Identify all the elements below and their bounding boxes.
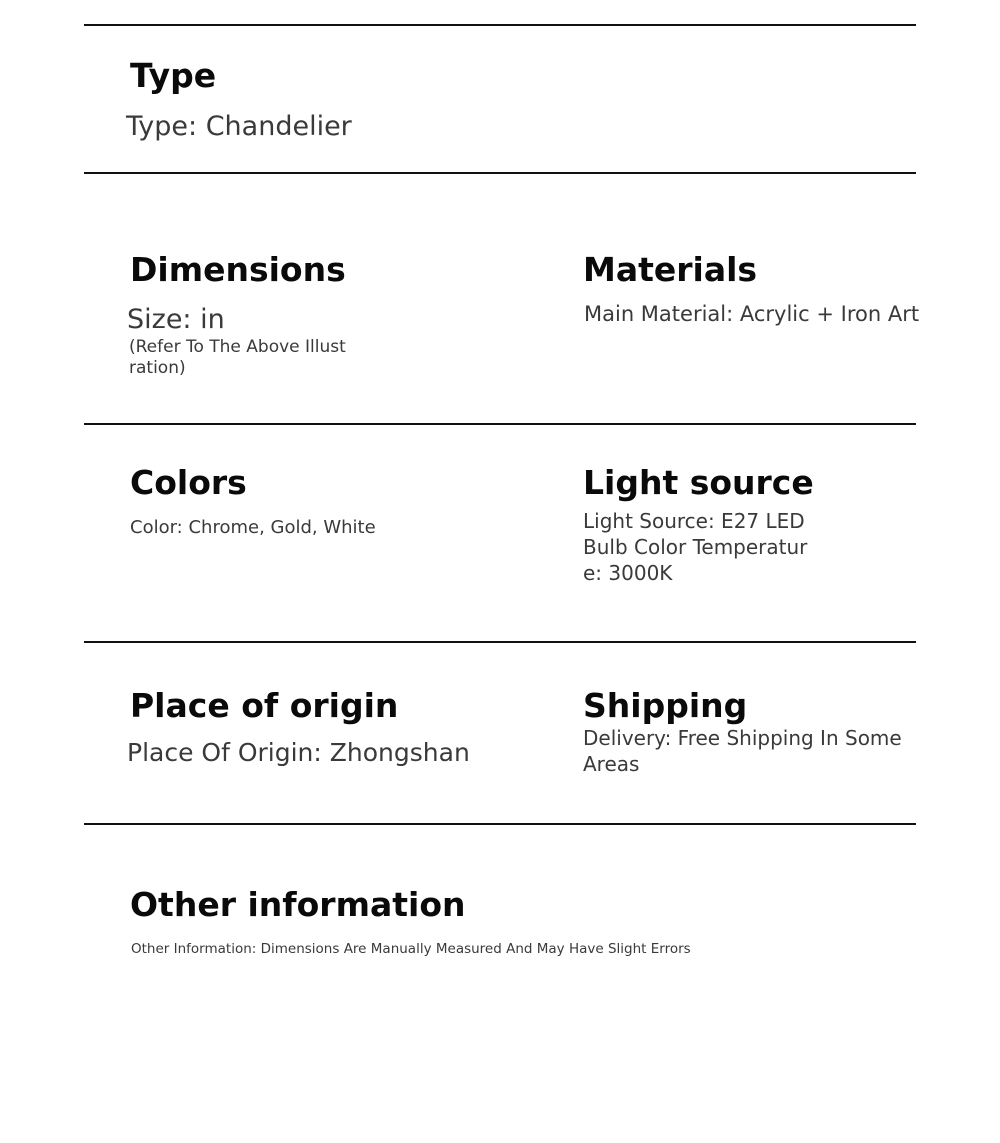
divider-after-colors: [84, 641, 916, 643]
light-source-heading: Light source: [583, 463, 814, 502]
place-of-origin-heading: Place of origin: [130, 686, 399, 725]
colors-value: Color: Chrome, Gold, White: [130, 517, 376, 538]
materials-heading: Materials: [583, 250, 758, 289]
light-source-value: Light Source: E27 LED Bulb Color Temperature: 3000K: [583, 509, 808, 585]
other-information-value: Other Information: Dimensions Are Manually Measured And May Have Slight Errors: [131, 941, 691, 957]
divider-after-origin: [84, 823, 916, 825]
other-information-heading: Other information: [130, 885, 466, 924]
type-value: Type: Chandelier: [126, 111, 352, 142]
dimensions-heading: Dimensions: [130, 250, 346, 289]
divider-top: [84, 24, 916, 26]
place-of-origin-value: Place Of Origin: Zhongshan: [127, 738, 470, 767]
divider-after-type: [84, 172, 916, 174]
shipping-heading: Shipping: [583, 686, 748, 725]
shipping-value: Delivery: Free Shipping In Some Areas: [583, 726, 902, 776]
dimensions-size: Size: in: [127, 304, 225, 335]
type-heading: Type: [130, 56, 217, 95]
materials-value: Main Material: Acrylic + Iron Art: [584, 302, 920, 326]
dimensions-note: (Refer To The Above Illustration): [129, 337, 346, 378]
divider-after-dimensions: [84, 423, 916, 425]
colors-heading: Colors: [130, 463, 247, 502]
